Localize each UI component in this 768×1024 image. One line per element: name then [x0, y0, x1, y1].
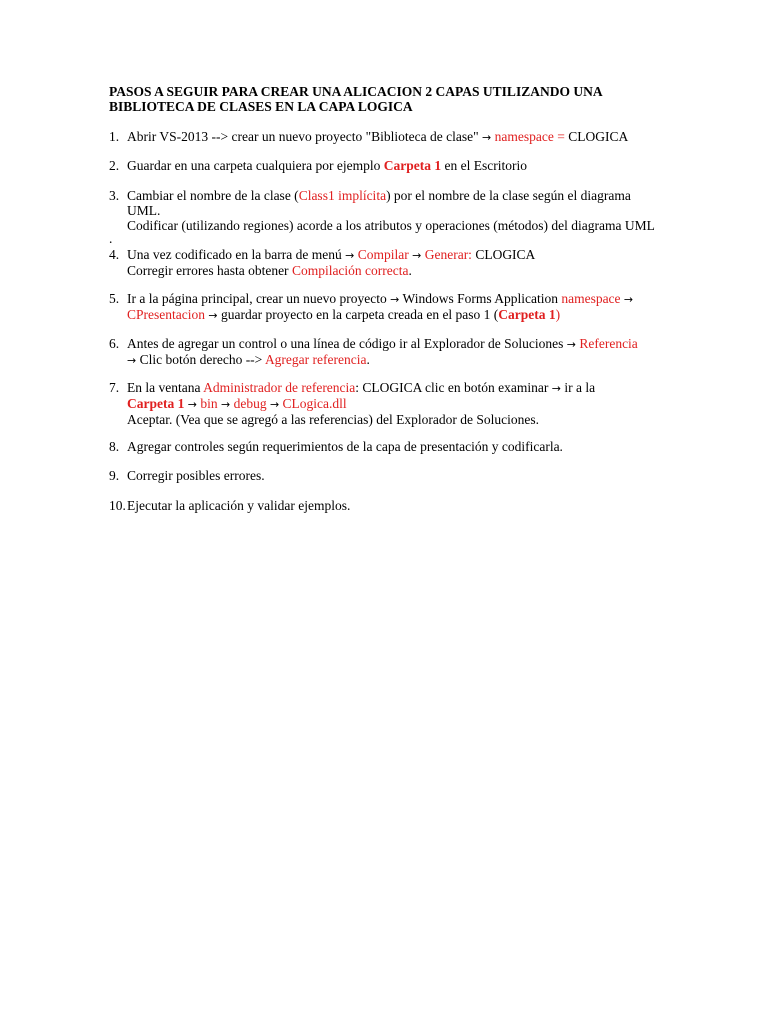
arrow-icon: →: [220, 398, 231, 411]
step-text: ir a la: [560, 380, 596, 395]
arrow-icon: →: [345, 249, 355, 262]
step-line: [127, 291, 707, 307]
step-text: Ir a la página principal, crear un nuevo proyecto: [127, 291, 391, 306]
step-6: [109, 336, 689, 368]
step-line: [127, 380, 707, 396]
step-text: guardar proyecto en la carpeta creada en el paso 1 (: [217, 307, 499, 322]
generar-label: Generar:: [424, 247, 472, 262]
cpresentacion-label: CPresentacion: [127, 307, 205, 322]
document-title: [109, 84, 669, 114]
step-text: Antes de agregar un control o una línea de código ir al Explorador de Soluciones: [127, 336, 567, 351]
arrow-icon: →: [390, 293, 400, 306]
step-line: UML.: [127, 203, 161, 218]
step-line: [127, 188, 707, 203]
step-text: Cambiar el nombre de la clase (: [127, 188, 299, 203]
step-number: 2.: [109, 158, 120, 173]
agregar-referencia-label: Agregar referencia: [264, 352, 367, 367]
step-text: Windows Forms Application: [399, 291, 562, 306]
step-3: [109, 188, 689, 246]
step-text: Una vez codificado en la barra de menú: [127, 247, 346, 262]
title-line-1: PASOS A SEGUIR PARA CREAR UNA ALICACION 2 CAPAS UTILIZANDO UNA: [109, 84, 603, 99]
step-text: CLOGICA: [471, 247, 536, 262]
carpeta-label: Carpeta 1: [127, 396, 185, 411]
step-line: [127, 247, 707, 263]
step-number: 4.: [109, 247, 120, 262]
carpeta-label: Carpeta 1: [498, 307, 556, 322]
class1-label: Class1 implícita: [298, 188, 387, 203]
carpeta-label: Carpeta 1: [383, 158, 442, 173]
step-text: : CLOGICA clic en botón examinar: [355, 380, 552, 395]
step-number: 5.: [109, 291, 120, 306]
step-5: [109, 291, 689, 323]
step-text: .: [366, 352, 370, 367]
admin-referencia-label: Administrador de referencia: [203, 380, 356, 395]
step-4: [109, 247, 689, 278]
step-number: 8.: [109, 439, 120, 454]
step-number: 7.: [109, 380, 120, 395]
step-line: Ejecutar la aplicación y validar ejemplos.: [127, 498, 351, 513]
arrow-icon: →: [623, 293, 634, 306]
debug-label: debug: [233, 396, 267, 411]
step-7: [109, 380, 689, 427]
step-line: [127, 307, 707, 323]
step-1: [109, 129, 689, 145]
step-line: [127, 352, 707, 368]
step-line: [127, 129, 707, 145]
arrow-icon: →: [127, 354, 137, 367]
step-text: Guardar en una carpeta cualquiera por ejemplo: [127, 158, 384, 173]
bin-label: bin: [200, 396, 218, 411]
step-line: [127, 396, 707, 412]
arrow-icon: →: [551, 382, 561, 395]
referencia-label: Referencia: [579, 336, 638, 351]
arrow-icon: →: [208, 309, 218, 322]
step-number: 1.: [109, 129, 120, 144]
clogica-dll-label: CLogica.dll: [282, 396, 347, 411]
arrow-icon: →: [566, 338, 576, 351]
step-text: En la ventana: [127, 380, 204, 395]
arrow-icon: →: [187, 398, 197, 411]
step-number: 3.: [109, 188, 120, 203]
namespace-label: namespace =: [494, 129, 565, 144]
arrow-icon: →: [269, 398, 280, 411]
step-text: ) por el nombre de la clase según el diagrama: [386, 188, 631, 203]
step-line: [127, 263, 707, 278]
step-text: CLOGICA: [564, 129, 629, 144]
step-line: [127, 336, 707, 352]
step-text: en el Escritorio: [441, 158, 527, 173]
arrow-icon: →: [482, 131, 492, 144]
step-number: 9.: [109, 468, 120, 483]
step-line: Corregir posibles errores.: [127, 468, 265, 483]
step-text: Corregir errores hasta obtener: [127, 263, 292, 278]
step-line: Aceptar. (Vea que se agregó a las referencias) del Explorador de Soluciones.: [127, 412, 539, 427]
step-2: [109, 158, 689, 173]
arrow-icon: →: [412, 249, 422, 262]
step-10: [109, 498, 689, 513]
namespace-label: namespace: [561, 291, 621, 306]
step-text: Clic botón derecho -->: [136, 352, 265, 367]
step-number: 6.: [109, 336, 120, 351]
step-line: [127, 158, 707, 173]
step-9: [109, 468, 689, 483]
compilar-label: Compilar: [357, 247, 409, 262]
step-number: 10.: [109, 498, 126, 513]
stray-dot: .: [109, 231, 113, 246]
step-line: Agregar controles según requerimientos de la capa de presentación y codificarla.: [127, 439, 563, 454]
title-line-2: BIBLIOTECA DE CLASES EN LA CAPA LOGICA: [109, 99, 413, 114]
step-text: ): [555, 307, 561, 322]
step-8: [109, 439, 689, 454]
compilacion-label: Compilación correcta: [291, 263, 409, 278]
step-text: Abrir VS-2013 --> crear un nuevo proyecto "Biblioteca de clase": [127, 129, 483, 144]
step-text: .: [408, 263, 412, 278]
step-line: Codificar (utilizando regiones) acorde a los atributos y operaciones (métodos) del diagrama UML: [127, 218, 655, 233]
